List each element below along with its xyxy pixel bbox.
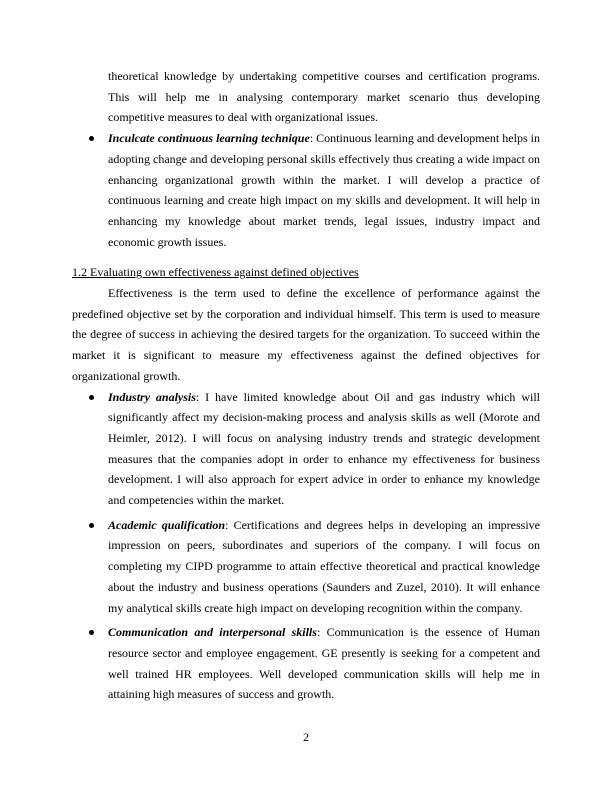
bullet-text: : Continuous learning and development helps in adopting change and developing personal skills effectively thus creating a wide impact on enhancing organizational growth within the market. I will develop a practice of continuous learning and create high impact on my skills and development. It will help in enhancing my knowledge about market trends, legal issues, industry impact and economic growth issues. — [108, 131, 540, 249]
bullet-icon — [89, 136, 94, 141]
list-item — [72, 128, 540, 252]
bullet-text: : I have limited knowledge about Oil and gas industry which will significantly affect my decision-making process and analysis skills as well (Morote and Heimler, 2012). I will focus on analysing industry trends and strategic development measures that the companies adopt in order to enhance my effectiveness for business development. I will also approach for expert advice in order to enhance my knowledge and competencies within the market. — [108, 389, 540, 508]
bullet-term: Academic qualification — [108, 517, 226, 532]
bullet-text: : Certifications and degrees helps in developing an impressive impression on peers, subordinates and superiors of the company. I will focus on completing my CIPD programme to attain effective theoretical and practical knowledge about the industry and business operations (Saunders and Zuzel, 2010). It will enhance my analytical skills create high impact on developing recognition within the company. — [108, 517, 541, 615]
continuation-paragraph: theoretical knowledge by undertaking competitive courses and certification programs. This will help me in analysing contemporary market scenario thus developing competitive measures to deal with organizational issues. — [108, 69, 540, 125]
list-item — [72, 387, 540, 511]
section-paragraph: Effectiveness is the term used to define the excellence of performance against the predefined objective set by the corporation and individual himself. This term is used to measure the degree of success in achieving the desired targets for the organization. To succeed within the market it is significant to measure my effectiveness against the defined objectives for organizational growth. — [72, 286, 540, 383]
section-heading: 1.2 Evaluating own effectiveness against defined objectives — [72, 265, 359, 280]
bullet-list-1 — [72, 128, 540, 252]
bullet-icon — [89, 523, 94, 528]
bullet-term: Communication and interpersonal skills — [108, 625, 317, 640]
page-number: 2 — [303, 730, 309, 744]
bullet-icon — [89, 395, 94, 400]
bullet-term: Industry analysis — [108, 389, 196, 404]
bullet-list-2 — [72, 387, 540, 706]
bullet-term: Inculcate continuous learning technique — [108, 131, 310, 146]
bullet-text: : Communication is the essence of Human resource sector and employee engagement. GE presently is seeking for a competent and well trained HR employees. Well developed communication skills will help me in attaining high measures of success and growth. — [108, 625, 540, 702]
document-page — [72, 66, 540, 705]
list-item — [72, 622, 540, 705]
bullet-icon — [89, 630, 94, 635]
list-item — [72, 515, 540, 619]
